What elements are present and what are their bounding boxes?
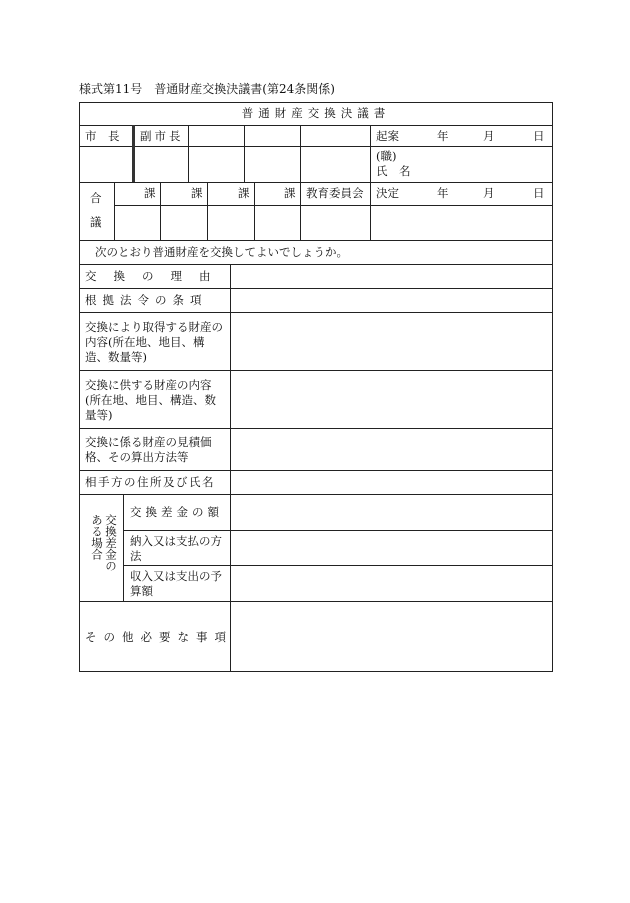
consultation-label-1: 合: [90, 191, 102, 205]
form-title: 様式第11号 普通財産交換決議書(第24条関係): [79, 82, 335, 96]
dept-label-3: 課: [238, 186, 250, 200]
row-label-reason: 交換の理由: [85, 269, 228, 283]
decision-year: 年: [437, 186, 449, 200]
row-label-valuation: 交換に係る財産の見積価格、その算出方法等: [85, 435, 212, 464]
row-label-diff-amount: 交換差金の額: [130, 505, 223, 519]
mayor-label: 市 長: [85, 129, 120, 143]
budget-field[interactable]: [231, 566, 552, 601]
row-label-law: 根拠法令の条項: [85, 293, 208, 307]
row-label-provided: 交換に供する財産の内容(所在地、地目、構造、数量等): [85, 378, 216, 422]
name-label: 氏 名: [376, 164, 411, 178]
row-label-payment-method: 納入又は支払の方法: [130, 534, 222, 563]
consultation-label-2: 議: [90, 215, 102, 229]
position-label: (職): [376, 149, 397, 163]
dept-label-2: 課: [191, 186, 203, 200]
board-label: 教育委員会: [306, 186, 364, 200]
decision-month: 月: [483, 186, 495, 200]
proposal-month: 月: [483, 129, 495, 143]
proposal-label: 起案: [376, 129, 399, 143]
row-label-budget: 収入又は支出の予算額: [130, 569, 222, 598]
counterparty-field[interactable]: [231, 471, 552, 494]
acquired-field[interactable]: [231, 313, 552, 370]
row-label-group: 交換差金のある場合: [90, 514, 118, 572]
law-field[interactable]: [231, 289, 552, 312]
dept-label-1: 課: [144, 186, 156, 200]
other-field[interactable]: [231, 602, 552, 671]
payment-method-field[interactable]: [231, 531, 552, 565]
diff-amount-field[interactable]: [231, 495, 552, 530]
dept-label-4: 課: [284, 186, 296, 200]
decision-day: 日: [533, 186, 545, 200]
row-label-acquired: 交換により取得する財産の内容(所在地、地目、構造、数量等): [85, 320, 223, 364]
proposal-day: 日: [533, 129, 545, 143]
statement: 次のとおり普通財産を交換してよいでしょうか。: [95, 245, 348, 259]
vice-mayor-label: 副市長: [140, 129, 184, 143]
reason-field[interactable]: [231, 265, 552, 288]
row-label-other: その他必要な事項: [85, 630, 233, 644]
decision-label: 決定: [376, 186, 399, 200]
proposal-year: 年: [437, 129, 449, 143]
row-label-counterparty: 相手方の住所及び氏名: [85, 475, 215, 489]
provided-field[interactable]: [231, 371, 552, 428]
form-header: 普通財産交換決議書: [241, 106, 391, 120]
valuation-field[interactable]: [231, 429, 552, 470]
